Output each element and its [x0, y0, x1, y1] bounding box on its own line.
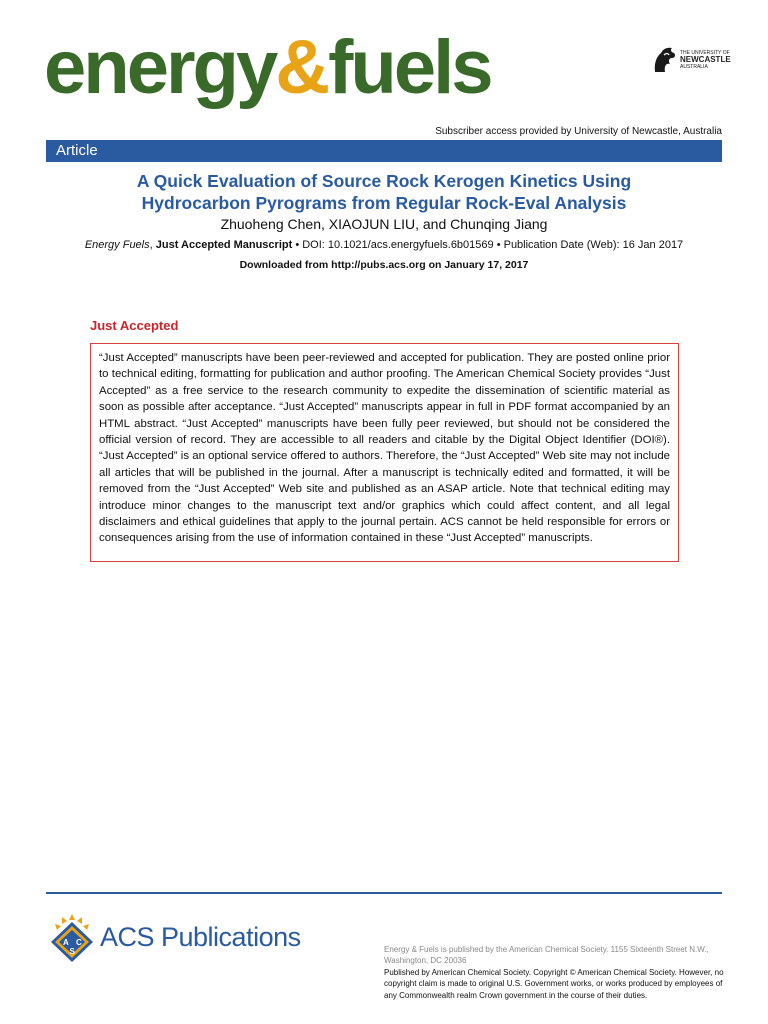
- just-accepted-notice: “Just Accepted” manuscripts have been peer-reviewed and accepted for publication. They are posted online prior to technical editing, formatting for publication and author proofing. The American Chemical Society provides “Just Accepted” as a free service to the research community to expedite the dissemination of scientific material as soon as possible after acceptance. “Just Accepted” manuscripts appear in full in PDF format accompanied by an HTML abstract. “Just Accepted” manuscripts have been fully peer reviewed, but should not be considered the official version of record. They are accessible to all readers and citable by the Digital Object Identifier (DOI®). “Just Accepted” is an optional service offered to authors. Therefore, the “Just Accepted” Web site may not include all articles that will be published in the journal. After a manuscript is technically edited and formatted, it will be removed from the “Just Accepted” Web site and published as an ASAP article. Note that technical editing may introduce minor changes to the manuscript text and/or graphics which could affect content, and all legal disclaimers and ethical guidelines that apply to the journal pertain. ACS cannot be held responsible for errors or consequences arising from the use of information contained in these “Just Accepted” manuscripts.: [90, 343, 679, 562]
- citation-status: Just Accepted Manuscript: [155, 239, 293, 251]
- masthead-ampersand: &: [275, 25, 329, 110]
- section-label: Article: [56, 142, 98, 159]
- horse-crest-icon: [652, 46, 678, 74]
- acs-logo-letter-a: A: [63, 938, 69, 947]
- citation-journal: Energy Fuels: [84, 239, 150, 251]
- acs-logo-letter-s: S: [69, 947, 75, 956]
- section-bar: [46, 140, 722, 162]
- author-list: Zhuoheng Chen, XIAOJUN LIU, and Chunqing Jiang: [220, 216, 548, 232]
- publisher-address: Energy & Fuels is published by the American Chemical Society. 1155 Sixteenth Street N.W., Washington, DC 20036: [384, 945, 709, 966]
- download-note: Downloaded from http://pubs.acs.org on January 17, 2017: [239, 259, 529, 271]
- university-logo-line1: THE UNIVERSITY OF: [680, 50, 730, 56]
- citation-details: • DOI: 10.1021/acs.energyfuels.6b01569 • Publication Date (Web): 16 Jan 2017: [292, 239, 684, 251]
- just-accepted-heading: Just Accepted: [90, 318, 179, 333]
- university-logo-text: [680, 50, 731, 70]
- article-title: [40, 170, 728, 214]
- copyright-notice: Published by American Chemical Society. Copyright © American Chemical Society. However, no copyright claim is made to original U.S. Government works, or works produced by employees of any Commonwealth realm Crown government in the course of their duties.: [384, 967, 724, 1000]
- masthead-part2: fuels: [328, 25, 491, 110]
- citation-line: [20, 239, 748, 251]
- university-logo: [652, 46, 732, 76]
- acs-logo-letter-c: C: [76, 938, 82, 947]
- title-line-2: Hydrocarbon Pyrograms from Regular Rock-Eval Analysis: [141, 193, 627, 213]
- subscriber-access-note: Subscriber access provided by University of Newcastle, Australia: [435, 126, 722, 137]
- citation-separator: ,: [149, 239, 156, 251]
- masthead-part1: energy: [44, 25, 276, 110]
- publisher-note: [384, 944, 724, 1001]
- footer-divider: [46, 892, 722, 894]
- acs-publications-brand: ACS Publications: [100, 922, 301, 952]
- journal-masthead: [44, 25, 491, 110]
- title-line-1: A Quick Evaluation of Source Rock Kerogen Kinetics Using: [136, 171, 632, 191]
- acs-hexagon-logo-icon: [44, 914, 100, 964]
- university-logo-name: NEWCASTLE: [680, 55, 731, 64]
- university-logo-country: AUSTRALIA: [680, 64, 708, 70]
